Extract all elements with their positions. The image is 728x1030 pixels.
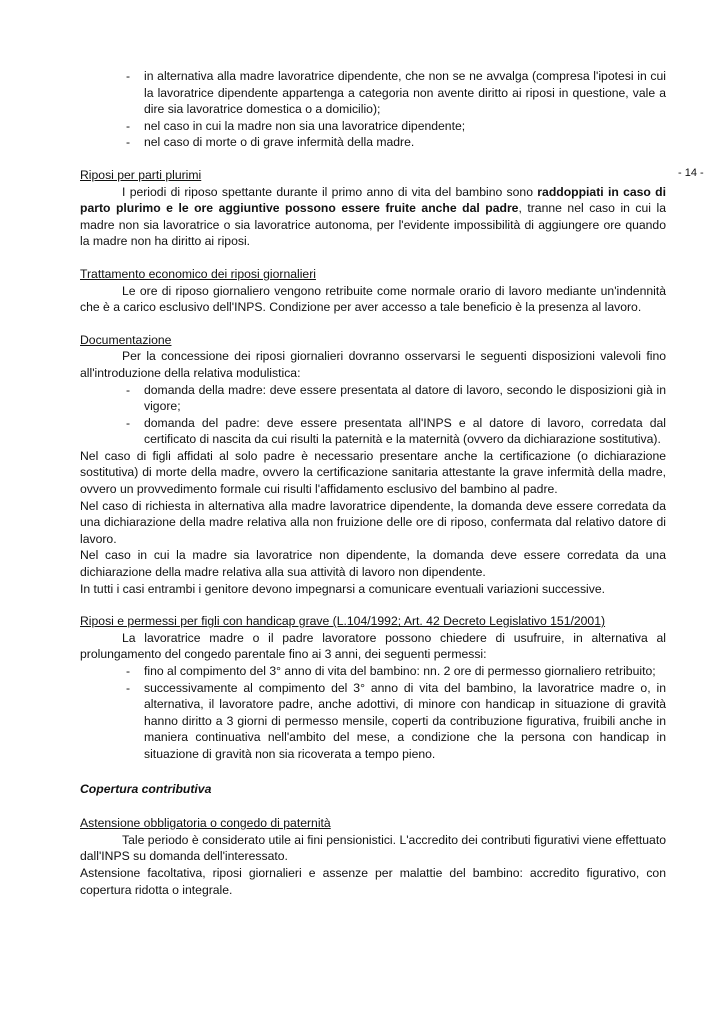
list-dash: - (126, 118, 131, 133)
section-parti-plurimi (80, 167, 666, 250)
list-dash: - (126, 69, 131, 83)
section-paragraph: Astensione facoltativa, riposi giornalieri e assenze per malattie del bambino: accredito figurativo, con copertura ridotta o integrale. (80, 865, 666, 897)
list-item (80, 118, 666, 135)
list-item (80, 134, 666, 151)
list-item-text: in alternativa alla madre lavoratrice dipendente, che non se ne avvalga (compresa l'ipotesi in cui la lavoratrice dipendente appartenga a categoria non avente diritto ai riposi in questione, vale a dire sia lavoratrice domestica o a domicilio); (144, 69, 666, 117)
paragraph-text: I periodi di riposo spettante durante il primo anno di vita del bambino sono (122, 184, 538, 199)
list-item-text: nel caso di morte o di grave infermità della madre. (144, 135, 415, 150)
paragraph-text: , tranne nel caso in cui la madre non sia lavoratrice o sia lavoratrice autonoma, per l'evidente impossibilità di aggiungere ore quando la madre non ha diritto ai riposi. (80, 201, 666, 249)
list-item-text: fino al compimento del 3° anno di vita del bambino: nn. 2 ore di permesso giornaliero retribuito; (144, 664, 656, 678)
list-item (80, 415, 666, 448)
section-paragraph: Tale periodo è considerato utile ai fini pensionistici. L'accredito dei contributi figurativi viene effettuato dall'INPS su domanda dell'interessato. (80, 832, 666, 864)
section-heading: Riposi e permessi per figli con handicap grave (L.104/1992; Art. 42 Decreto Legislativo 151/2001) (80, 614, 606, 629)
page-number: - 14 - (678, 167, 704, 179)
section-heading: Documentazione (80, 332, 172, 347)
list-item-text: nel caso in cui la madre non sia una lavoratrice dipendente; (144, 118, 466, 133)
document-page (80, 68, 666, 898)
section-heading: Trattamento economico dei riposi giornalieri (80, 266, 316, 281)
section-paragraph: Nel caso di figli affidati al solo padre è necessario presentare anche la certificazione (o dichiarazione sostitutiva) di morte della madre, ovvero la certificazione sanitaria attestante la grave infermità della madre, ovvero un provvedimento formale cui risulti l'affidamento esclusivo del bambino al padre. (80, 448, 666, 497)
copertura-heading: Copertura contributiva (80, 781, 212, 796)
section-heading: Astensione obbligatoria o congedo di paternità (80, 816, 331, 831)
section-handicap (80, 613, 666, 762)
section-trattamento (80, 266, 666, 316)
handicap-list (80, 663, 666, 763)
section-documentazione (80, 332, 666, 598)
list-item (80, 382, 666, 415)
section-paragraph: Nel caso in cui la madre sia lavoratrice non dipendente, la domanda deve essere corredata da una dichiarazione della madre relativa alla sua attività di lavoro non dipendente. (80, 548, 666, 580)
section-paragraph: Le ore di riposo giornaliero vengono retribuite come normale orario di lavoro mediante un'indennità che è a carico esclusivo dell'INPS. Condizione per aver accesso a tale beneficio è la presenza al lavoro. (80, 283, 666, 315)
list-dash: - (126, 382, 131, 397)
section-paragraph: Nel caso di richiesta in alternativa alla madre lavoratrice dipendente, la domanda deve essere corredata da una dichiarazione della madre relativa alla non fruizione delle ore di riposo, confermata dal relativo datore di lavoro. (80, 498, 666, 546)
section-paragraph (80, 184, 666, 250)
list-item-text: domanda della madre: deve essere presentata al datore di lavoro, secondo le disposizioni già in vigore; (144, 382, 666, 414)
list-dash: - (126, 135, 131, 150)
list-dash: - (126, 680, 131, 695)
section-paragraph: Per la concessione dei riposi giornalieri dovranno osservarsi le seguenti disposizioni valevoli fino all'introduzione della relativa modulistica: (80, 349, 666, 380)
documentazione-list (80, 382, 666, 448)
section-astensione (80, 815, 666, 898)
list-item-text: successivamente al compimento del 3° anno di vita del bambino, la lavoratrice madre o, in alternativa, il lavoratore padre, anche adottivi, di minore con handicap in situazione di gravità hanno diritto a 3 giorni di permesso mensile, coperti da contribuzione figurativa, fruibili anche in maniera continuativa nell'ambito del mese, a condizione che la persona con handicap in situazione di gravità non sia ricoverata a tempo pieno. (144, 680, 666, 761)
list-item-text: domanda del padre: deve essere presentata all'INPS e al datore di lavoro, corredata dal certificato di nascita da cui risulti la paternità e la maternità (ovvero da dichiarazione sostitutiva). (144, 415, 666, 447)
list-item (80, 68, 666, 118)
list-dash: - (126, 415, 131, 430)
intro-list (80, 68, 666, 151)
list-item (80, 663, 666, 680)
section-heading: Riposi per parti plurimi (80, 167, 202, 182)
list-dash: - (126, 664, 131, 678)
section-paragraph: In tutti i casi entrambi i genitore devono impegnarsi a comunicare eventuali variazioni successive. (80, 581, 606, 596)
section-paragraph: La lavoratrice madre o il padre lavoratore possono chiedere di usufruire, in alternativa al prolungamento del congedo parentale fino ai 3 anni, dei seguenti permessi: (80, 630, 666, 662)
bold-text: raddoppiati in caso di parto plurimo e le ore aggiuntive possono essere fruite anche dal padre (80, 184, 667, 216)
list-item (80, 680, 666, 763)
